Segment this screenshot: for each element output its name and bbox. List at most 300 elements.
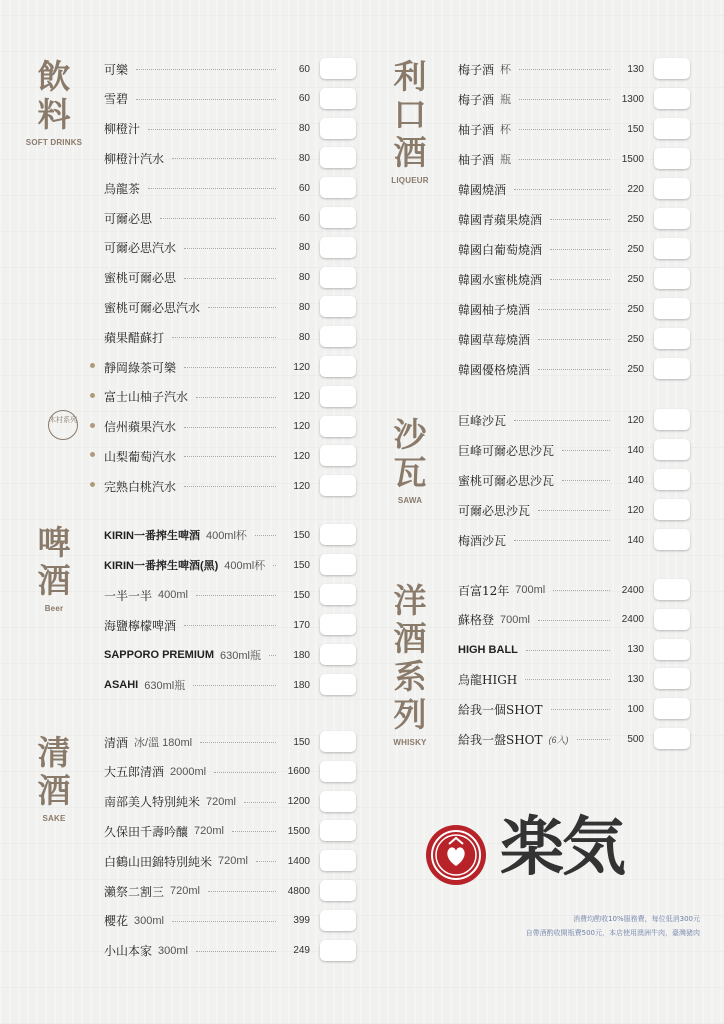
quantity-input[interactable] xyxy=(320,791,356,812)
item-name: 蜜桃可爾必思汽水 xyxy=(104,300,201,315)
quantity-input[interactable] xyxy=(320,326,356,347)
menu-item-row xyxy=(104,87,310,111)
dotted-leader xyxy=(148,187,276,189)
title-char: 口 xyxy=(393,95,427,134)
item-name: 南部美人特別純米 xyxy=(104,795,201,810)
item-name: 百富12年 xyxy=(458,583,510,598)
quantity-input[interactable] xyxy=(320,58,356,79)
title-en: LIQUEUR xyxy=(391,176,429,185)
item-name: 信州蘋果汽水 xyxy=(104,420,177,435)
item-name: 柚子酒 xyxy=(458,152,495,167)
quantity-input[interactable] xyxy=(654,118,690,139)
dotted-leader xyxy=(577,738,610,740)
item-note: 瓶 xyxy=(500,94,512,106)
title-en: SOFT DRINKS xyxy=(25,138,83,147)
item-price: 2400 xyxy=(621,614,644,626)
dotted-leader xyxy=(208,306,276,308)
item-note: 720ml xyxy=(170,885,200,897)
item-name: 韓國水蜜桃燒酒 xyxy=(458,272,543,287)
title-en: WHISKY xyxy=(393,738,427,747)
item-price: 80 xyxy=(298,331,310,343)
menu-item-row xyxy=(458,357,644,381)
item-price: 130 xyxy=(627,673,644,685)
item-price: 1500 xyxy=(621,153,644,165)
item-name: 梅子酒 xyxy=(458,62,495,77)
item-price: 180 xyxy=(293,649,310,661)
quantity-input[interactable] xyxy=(320,177,356,198)
menu-item-row xyxy=(104,415,310,439)
menu-item-row xyxy=(104,673,310,697)
quantity-input[interactable] xyxy=(320,296,356,317)
dotted-leader xyxy=(172,920,276,922)
item-price: 120 xyxy=(293,391,310,403)
menu-item-row xyxy=(104,385,310,409)
menu-item-row xyxy=(104,730,310,754)
title-char: 酒 xyxy=(393,619,427,658)
item-name: 雪碧 xyxy=(104,92,129,107)
title-char: 利 xyxy=(393,57,427,96)
quantity-input[interactable] xyxy=(320,644,356,665)
dotted-leader xyxy=(200,741,276,743)
dotted-leader xyxy=(526,649,610,651)
title-en: SAWA xyxy=(397,496,423,505)
dotted-leader xyxy=(519,98,610,100)
menu-item-row xyxy=(104,146,310,170)
item-note: 700ml xyxy=(515,584,546,596)
item-note: 630ml瓶 xyxy=(220,650,261,662)
kimura-series-stamp: 木村系列 xyxy=(48,410,78,440)
menu-item-row xyxy=(458,727,644,751)
footer-note-2: 自帶酒酌收開瓶費500元，本店使用澳洲牛肉，臺灣豬肉 xyxy=(525,929,700,937)
quantity-input[interactable] xyxy=(654,529,690,550)
item-price: 1400 xyxy=(287,855,310,867)
item-price: 1500 xyxy=(287,825,310,837)
item-name: 給我一個SHOT xyxy=(458,702,543,717)
menu-item-row xyxy=(458,438,644,462)
item-price: 80 xyxy=(298,152,310,164)
item-price: 80 xyxy=(298,272,310,284)
item-name: HIGH BALL xyxy=(458,643,518,656)
quantity-input[interactable] xyxy=(320,820,356,841)
menu-item-row xyxy=(104,523,310,547)
dotted-leader xyxy=(184,426,276,428)
dotted-leader xyxy=(136,98,276,100)
menu-item-row xyxy=(458,638,644,662)
quantity-input[interactable] xyxy=(654,148,690,169)
dotted-leader xyxy=(538,619,610,621)
item-name: 韓國白葡萄燒酒 xyxy=(458,242,543,257)
quantity-input[interactable] xyxy=(654,609,690,630)
quantity-input[interactable] xyxy=(320,850,356,871)
menu-item-row xyxy=(104,613,310,637)
dotted-leader xyxy=(196,950,276,952)
brand-emblem-icon xyxy=(425,824,487,886)
menu-item-row xyxy=(458,237,644,261)
dotted-leader xyxy=(273,564,276,566)
menu-item-row xyxy=(104,879,310,903)
item-note: 瓶 xyxy=(500,154,512,166)
item-price: 140 xyxy=(627,534,644,546)
item-price: 120 xyxy=(293,421,310,433)
title-char: 洋 xyxy=(393,581,427,620)
title-char: 料 xyxy=(37,95,71,134)
item-price: 80 xyxy=(298,301,310,313)
item-name: 完熟白桃汽水 xyxy=(104,479,177,494)
title-en: SAKE xyxy=(42,814,66,823)
quantity-input[interactable] xyxy=(654,698,690,719)
quantity-input[interactable] xyxy=(320,731,356,752)
menu-item-row xyxy=(458,177,644,201)
item-price: 250 xyxy=(627,303,644,315)
dotted-leader xyxy=(538,368,610,370)
quantity-input[interactable] xyxy=(320,147,356,168)
item-price: 150 xyxy=(293,589,310,601)
beer-title xyxy=(24,524,84,613)
bullet-icon xyxy=(90,363,95,368)
title-char: 酒 xyxy=(37,771,71,810)
title-char: 飲 xyxy=(37,57,71,96)
item-name: 給我一盤SHOT xyxy=(458,732,543,747)
item-name: 瀨祭二割三 xyxy=(104,884,165,899)
item-name: 烏龍茶 xyxy=(104,181,141,196)
title-char: 沙 xyxy=(393,415,427,454)
menu-item-row xyxy=(104,236,310,260)
item-name: 清酒 xyxy=(104,735,129,750)
dotted-leader xyxy=(232,830,276,832)
menu-item-row xyxy=(104,553,310,577)
dotted-leader xyxy=(519,128,610,130)
item-price: 120 xyxy=(293,361,310,373)
dotted-leader xyxy=(184,366,276,368)
dotted-leader xyxy=(550,218,610,220)
dotted-leader xyxy=(160,217,276,219)
dotted-leader xyxy=(244,801,276,803)
title-en: Beer xyxy=(44,604,64,613)
dotted-leader xyxy=(514,419,610,421)
quantity-input[interactable] xyxy=(320,416,356,437)
item-price: 2400 xyxy=(621,584,644,596)
item-note: 720ml xyxy=(218,855,248,868)
liqueur-title xyxy=(380,58,440,185)
item-price: 100 xyxy=(627,703,644,715)
bullet-icon xyxy=(90,393,95,398)
item-name: 蘋果醋蘇打 xyxy=(104,330,165,345)
item-name: 韓國柚子燒酒 xyxy=(458,302,531,317)
dotted-leader xyxy=(538,509,610,511)
item-name: 韓國優格燒酒 xyxy=(458,362,531,377)
dotted-leader xyxy=(172,336,276,338)
item-price: 500 xyxy=(627,733,644,745)
dotted-leader xyxy=(184,247,276,249)
menu-item-row xyxy=(104,444,310,468)
item-name: 柚子酒 xyxy=(458,122,495,137)
quantity-input[interactable] xyxy=(654,88,690,109)
quantity-input[interactable] xyxy=(654,238,690,259)
title-char: 清 xyxy=(37,733,71,772)
menu-item-row xyxy=(458,608,644,632)
item-note: 720ml xyxy=(206,795,236,808)
item-note: 630ml瓶 xyxy=(144,680,186,692)
item-note: 300ml xyxy=(134,914,164,927)
item-price: 120 xyxy=(293,480,310,492)
menu-item-row xyxy=(104,325,310,349)
item-name: 巨峰可爾必思沙瓦 xyxy=(458,443,555,458)
menu-item-row xyxy=(104,939,310,963)
quantity-input[interactable] xyxy=(654,178,690,199)
quantity-input[interactable] xyxy=(320,118,356,139)
item-name: 蘇格登 xyxy=(458,613,495,628)
quantity-input[interactable] xyxy=(320,910,356,931)
item-note: 杯 xyxy=(500,64,512,76)
item-price: 399 xyxy=(293,915,310,927)
quantity-input[interactable] xyxy=(654,58,690,79)
menu-item-row xyxy=(104,760,310,784)
dotted-leader xyxy=(148,128,276,130)
soft-drinks-title xyxy=(24,58,84,147)
quantity-input[interactable] xyxy=(654,439,690,460)
quantity-input[interactable] xyxy=(320,267,356,288)
item-name: 久保田千壽吟釀 xyxy=(104,824,189,839)
footer-note-1: 消費均酌收10%服務費，每位低消300元 xyxy=(573,915,700,923)
menu-item-row xyxy=(104,643,310,667)
menu-item-row xyxy=(104,176,310,200)
item-note: 720ml xyxy=(194,825,224,838)
item-price: 250 xyxy=(627,213,644,225)
item-price: 60 xyxy=(298,182,310,194)
item-name: 韓國草莓燒酒 xyxy=(458,332,531,347)
menu-item-row xyxy=(458,578,644,602)
menu-item-row xyxy=(458,297,644,321)
menu-item-row xyxy=(104,266,310,290)
item-price: 140 xyxy=(627,474,644,486)
menu-item-row xyxy=(104,295,310,319)
item-name: 梅酒沙瓦 xyxy=(458,533,507,548)
quantity-input[interactable] xyxy=(654,579,690,600)
item-price: 180 xyxy=(293,679,310,691)
item-note: 700ml xyxy=(500,613,530,626)
item-name: 蜜桃可爾必思沙瓦 xyxy=(458,473,555,488)
quantity-input[interactable] xyxy=(654,728,690,749)
quantity-input[interactable] xyxy=(654,298,690,319)
dotted-leader xyxy=(255,534,276,536)
dotted-leader xyxy=(196,594,276,596)
item-price: 120 xyxy=(627,504,644,516)
quantity-input[interactable] xyxy=(320,88,356,109)
item-name: 靜岡綠茶可樂 xyxy=(104,360,177,375)
dotted-leader xyxy=(184,277,276,279)
item-name: 巨峰沙瓦 xyxy=(458,413,507,428)
quantity-input[interactable] xyxy=(320,475,356,496)
bullet-icon xyxy=(90,452,95,457)
menu-item-row xyxy=(458,528,644,552)
menu-item-row xyxy=(458,468,644,492)
item-note: 冰/溫 180ml xyxy=(134,737,193,749)
item-name: 可樂 xyxy=(104,62,129,77)
dotted-leader xyxy=(184,485,276,487)
quantity-input[interactable] xyxy=(654,358,690,379)
item-price: 150 xyxy=(293,529,310,541)
dotted-leader xyxy=(551,708,610,710)
title-char: 列 xyxy=(393,695,427,734)
item-price: 249 xyxy=(293,945,310,957)
item-name: 烏龍HIGH xyxy=(458,672,518,687)
bullet-icon xyxy=(90,482,95,487)
quantity-input[interactable] xyxy=(654,469,690,490)
brand-name: 楽気 xyxy=(500,810,624,885)
title-char: 瓦 xyxy=(393,453,427,492)
quantity-input[interactable] xyxy=(654,328,690,349)
item-name: 柳橙汁 xyxy=(104,122,141,137)
item-name: 富士山柚子汽水 xyxy=(104,390,189,405)
dotted-leader xyxy=(269,654,276,656)
dotted-leader xyxy=(193,684,276,686)
item-price: 250 xyxy=(627,363,644,375)
dotted-leader xyxy=(519,68,610,70)
item-name: 韓國燒酒 xyxy=(458,182,507,197)
item-price: 1600 xyxy=(287,766,310,778)
item-price: 170 xyxy=(293,619,310,631)
item-price: 60 xyxy=(298,212,310,224)
item-name: 櫻花 xyxy=(104,914,129,929)
quantity-input[interactable] xyxy=(320,386,356,407)
item-name: 小山本家 xyxy=(104,944,153,959)
dotted-leader xyxy=(550,278,610,280)
dotted-leader xyxy=(256,860,276,862)
item-price: 120 xyxy=(627,414,644,426)
item-price: 80 xyxy=(298,242,310,254)
quantity-input[interactable] xyxy=(320,584,356,605)
item-price: 250 xyxy=(627,333,644,345)
dotted-leader xyxy=(208,890,276,892)
item-note: 400ml杯 xyxy=(205,530,247,542)
quantity-input[interactable] xyxy=(654,409,690,430)
title-char: 酒 xyxy=(37,561,71,600)
menu-item-row xyxy=(458,697,644,721)
item-name: 可爾必思汽水 xyxy=(104,241,177,256)
quantity-input[interactable] xyxy=(320,614,356,635)
menu-item-row xyxy=(104,849,310,873)
item-price: 250 xyxy=(627,273,644,285)
quantity-input[interactable] xyxy=(320,356,356,377)
menu-item-row xyxy=(458,117,644,141)
quantity-input[interactable] xyxy=(320,940,356,961)
quantity-input[interactable] xyxy=(320,237,356,258)
menu-item-row xyxy=(104,790,310,814)
title-char: 系 xyxy=(393,657,427,696)
dotted-leader xyxy=(538,338,610,340)
whisky-title xyxy=(380,582,440,747)
menu-item-row xyxy=(458,207,644,231)
menu-item-row xyxy=(104,206,310,230)
quantity-input[interactable] xyxy=(654,668,690,689)
item-name: 海鹽檸檬啤酒 xyxy=(104,618,177,633)
quantity-input[interactable] xyxy=(654,208,690,229)
dotted-leader xyxy=(184,455,276,457)
title-char: 酒 xyxy=(393,133,427,172)
quantity-input[interactable] xyxy=(654,268,690,289)
item-name: 韓國青蘋果燒酒 xyxy=(458,212,543,227)
dotted-leader xyxy=(514,188,610,190)
menu-item-row xyxy=(104,117,310,141)
menu-item-row xyxy=(104,909,310,933)
sake-title xyxy=(24,734,84,823)
item-note: 杯 xyxy=(500,124,512,136)
quantity-input[interactable] xyxy=(320,674,356,695)
menu-item-row xyxy=(458,147,644,171)
item-name: 山梨葡萄汽水 xyxy=(104,449,177,464)
item-note: 2000ml xyxy=(170,765,207,778)
quantity-input[interactable] xyxy=(654,639,690,660)
menu-item-row xyxy=(104,819,310,843)
dotted-leader xyxy=(562,449,610,451)
item-price: 60 xyxy=(298,93,310,105)
item-name: 蜜桃可爾必思 xyxy=(104,271,177,286)
title-char: 啤 xyxy=(37,523,71,562)
item-note: (6入) xyxy=(548,734,569,745)
item-name: SAPPORO PREMIUM xyxy=(104,649,215,661)
quantity-input[interactable] xyxy=(654,499,690,520)
menu-item-row xyxy=(104,583,310,607)
dotted-leader xyxy=(553,589,610,591)
dotted-leader xyxy=(172,157,276,159)
dotted-leader xyxy=(538,308,610,310)
quantity-input[interactable] xyxy=(320,524,356,545)
item-name: 可爾必思沙瓦 xyxy=(458,503,531,518)
item-price: 220 xyxy=(627,183,644,195)
menu-item-row xyxy=(458,87,644,111)
bullet-icon xyxy=(90,423,95,428)
item-price: 130 xyxy=(627,644,644,656)
dotted-leader xyxy=(196,396,276,398)
item-price: 120 xyxy=(293,450,310,462)
item-price: 80 xyxy=(298,123,310,135)
item-price: 60 xyxy=(298,63,310,75)
menu-item-row xyxy=(104,474,310,498)
item-price: 1200 xyxy=(287,796,310,808)
item-note: 400ml杯 xyxy=(224,560,266,572)
quantity-input[interactable] xyxy=(320,761,356,782)
item-price: 140 xyxy=(627,444,644,456)
item-name: 一半一半 xyxy=(104,588,153,603)
item-name: 白鶴山田錦特別純米 xyxy=(104,854,213,869)
item-name: ASAHI xyxy=(104,679,139,691)
quantity-input[interactable] xyxy=(320,880,356,901)
item-price: 150 xyxy=(293,736,310,748)
item-price: 130 xyxy=(627,63,644,75)
item-name: KIRIN一番搾生啤酒 xyxy=(104,530,200,542)
dotted-leader xyxy=(514,539,610,541)
quantity-input[interactable] xyxy=(320,554,356,575)
dotted-leader xyxy=(184,624,276,626)
quantity-input[interactable] xyxy=(320,207,356,228)
item-name: KIRIN一番搾生啤酒(黑) xyxy=(104,560,219,572)
menu-item-row xyxy=(104,355,310,379)
item-name: 可爾必思 xyxy=(104,211,153,226)
item-price: 4800 xyxy=(287,885,310,897)
dotted-leader xyxy=(525,678,610,680)
menu-item-row xyxy=(104,57,310,81)
item-price: 250 xyxy=(627,243,644,255)
quantity-input[interactable] xyxy=(320,445,356,466)
item-price: 150 xyxy=(293,559,310,571)
dotted-leader xyxy=(562,479,610,481)
item-name: 大五郎清酒 xyxy=(104,765,165,780)
item-name: 柳橙汁汽水 xyxy=(104,151,165,166)
menu-item-row xyxy=(458,408,644,432)
dotted-leader xyxy=(550,248,610,250)
menu-item-row xyxy=(458,498,644,522)
menu-item-row xyxy=(458,267,644,291)
